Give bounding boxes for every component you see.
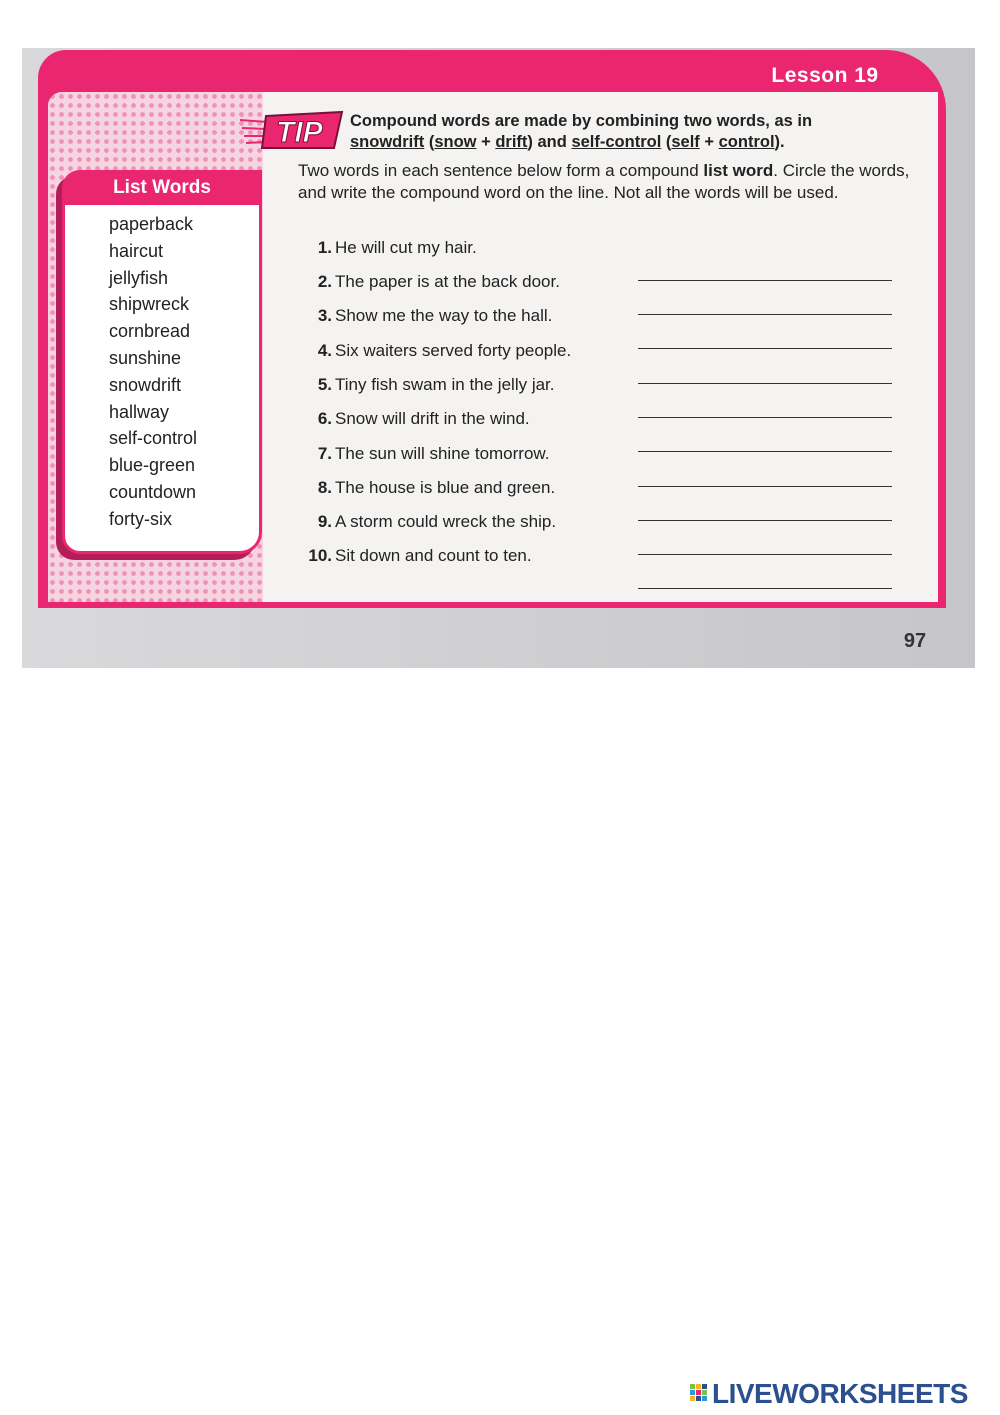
list-words-title: List Words xyxy=(65,173,259,205)
question-text: Six waiters served forty people. xyxy=(335,341,572,360)
question-number: 4. xyxy=(317,341,332,360)
list-word: haircut xyxy=(109,240,164,261)
instructions-part1: Two words in each sentence below form a compound xyxy=(298,161,704,180)
instructions-part2: . Circle the words, and write the compound word on the line. Not all the words will be used. xyxy=(298,161,910,202)
list-word: paperback xyxy=(109,214,194,234)
tip-text: Compound words are made by combining two words, as in snowdrift (snow + drift) and self-control (self + control). xyxy=(350,112,813,151)
question-8 xyxy=(306,478,896,506)
answer-input-10[interactable] xyxy=(638,564,892,589)
question-number: 2. xyxy=(317,272,332,291)
question-number: 9. xyxy=(317,512,332,531)
question-10 xyxy=(306,546,896,574)
tip-connector: and xyxy=(537,133,567,151)
question-text: He will cut my hair. xyxy=(335,238,477,257)
list-word: jellyfish xyxy=(109,267,169,288)
instructions xyxy=(298,160,928,203)
liveworksheets-grid-icon xyxy=(690,1384,708,1402)
page-number: 97 xyxy=(903,630,927,652)
list-word: countdown xyxy=(109,481,197,502)
tip-line1: Compound words are made by combining two words, as in xyxy=(350,112,813,130)
question-number: 1. xyxy=(317,238,332,257)
question-text: Sit down and count to ten. xyxy=(335,546,532,565)
question-2 xyxy=(306,272,896,300)
question-7 xyxy=(306,444,896,472)
question-text: Tiny fish swam in the jelly jar. xyxy=(335,375,555,394)
tip-example-snowdrift: snowdrift xyxy=(350,133,425,151)
tip-example-self-control: self-control xyxy=(571,133,662,151)
question-number: 10. xyxy=(308,546,332,565)
footer-logo xyxy=(690,1376,990,1412)
tip-part-control: control xyxy=(718,133,775,151)
question-number: 3. xyxy=(317,306,332,325)
list-word: sunshine xyxy=(109,347,182,368)
list-words-box xyxy=(62,170,262,554)
question-1 xyxy=(306,238,896,266)
list-word: shipwreck xyxy=(109,294,190,315)
list-word: blue-green xyxy=(109,455,196,476)
tip-part-drift: drift xyxy=(495,133,528,151)
question-6 xyxy=(306,409,896,437)
list-word: hallway xyxy=(109,401,170,422)
question-text: A storm could wreck the ship. xyxy=(335,512,557,531)
tip-badge-icon xyxy=(238,108,348,152)
question-number: 7. xyxy=(317,444,332,463)
list-word: forty-six xyxy=(109,508,172,529)
question-number: 6. xyxy=(317,409,332,428)
question-text: Show me the way to the hall. xyxy=(335,306,553,325)
question-3 xyxy=(306,306,896,334)
list-word: cornbread xyxy=(109,321,191,342)
question-text: The house is blue and green. xyxy=(335,478,556,497)
list-word: snowdrift xyxy=(109,374,182,395)
question-9 xyxy=(306,512,896,540)
tip-part-self: self xyxy=(671,133,700,151)
question-text: Snow will drift in the wind. xyxy=(335,409,530,428)
list-words xyxy=(109,211,197,533)
question-number: 5. xyxy=(317,375,332,394)
question-text: The sun will shine tomorrow. xyxy=(335,444,550,463)
question-text: The paper is at the back door. xyxy=(335,272,560,291)
question-4 xyxy=(306,341,896,369)
liveworksheets-logo-text: LIVEWORKSHEETS xyxy=(712,1378,968,1409)
tip-part-snow: snow xyxy=(434,133,477,151)
tip-badge-label: TIP xyxy=(276,116,323,149)
list-word: self-control xyxy=(109,428,198,449)
instructions-bold: list word xyxy=(703,161,774,180)
question-number: 8. xyxy=(317,478,332,497)
lesson-title: Lesson 19 xyxy=(771,64,879,87)
question-5 xyxy=(306,375,896,403)
